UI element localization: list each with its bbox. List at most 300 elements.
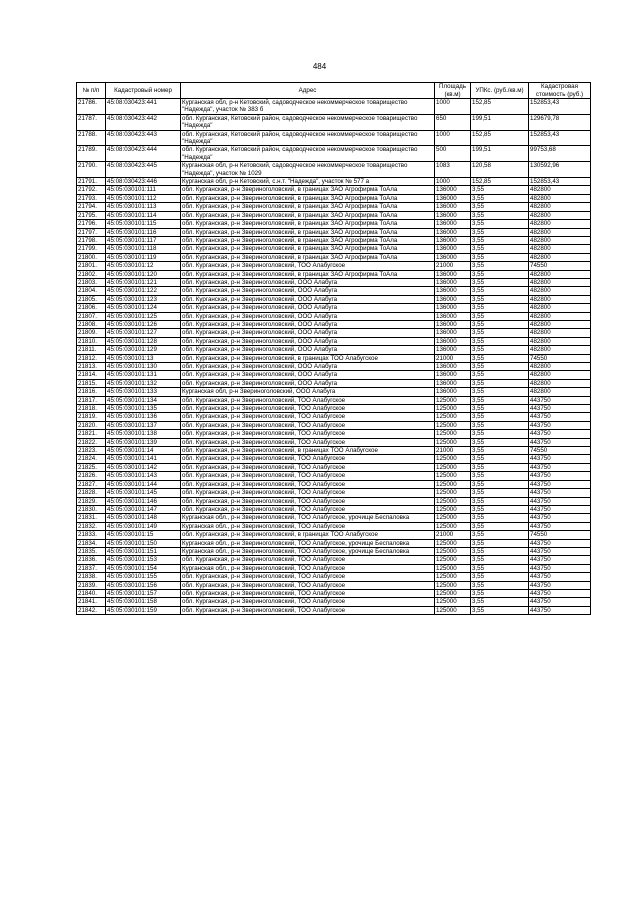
cell-cadastral-value: 443750 [529, 606, 591, 614]
cell-number: 21838. [77, 573, 106, 581]
table-row [77, 203, 591, 211]
cell-upks: 3,55 [471, 505, 529, 513]
cell-upks: 120,58 [471, 162, 529, 178]
cell-address: Курганская обл, р-н Кетовский, с.н.т. "Надежда", участок № 577 а [181, 178, 435, 186]
cell-cadastral-value: 482800 [529, 337, 591, 345]
table-row [77, 253, 591, 261]
cell-upks: 3,55 [471, 556, 529, 564]
cell-number: 21821. [77, 430, 106, 438]
cell-address: обл. Курганская, Кетовский район, садоводческое некоммерческое товарищество "Надежда" [181, 114, 435, 130]
cell-cadastral-number: 45:05:030101:148 [106, 514, 181, 522]
table-row [77, 573, 591, 581]
cell-cadastral-value: 482800 [529, 371, 591, 379]
cell-cadastral-number: 45:05:030101:120 [106, 270, 181, 278]
cell-area: 125000 [435, 455, 471, 463]
cell-area: 125000 [435, 489, 471, 497]
cell-cadastral-value: 443750 [529, 556, 591, 564]
cell-number: 21823. [77, 447, 106, 455]
cell-number: 21826. [77, 472, 106, 480]
cell-area: 136000 [435, 220, 471, 228]
cell-area: 125000 [435, 539, 471, 547]
cell-upks: 3,55 [471, 203, 529, 211]
cell-area: 136000 [435, 270, 471, 278]
cell-number: 21822. [77, 438, 106, 446]
cell-cadastral-number: 45:05:030101:156 [106, 581, 181, 589]
cell-upks: 3,55 [471, 194, 529, 202]
cell-number: 21817. [77, 396, 106, 404]
cell-cadastral-value: 74550 [529, 531, 591, 539]
cell-number: 21830. [77, 505, 106, 513]
cell-cadastral-value: 482800 [529, 295, 591, 303]
cell-cadastral-number: 45:05:030101:136 [106, 413, 181, 421]
table-row [77, 270, 591, 278]
table-row [77, 346, 591, 354]
table-row [77, 480, 591, 488]
cell-area: 125000 [435, 589, 471, 597]
cell-address: обл. Курганская, р-н Звериноголовский, ТОО Алабугское [181, 463, 435, 471]
cell-number: 21800. [77, 253, 106, 261]
cell-upks: 3,55 [471, 522, 529, 530]
table-row [77, 430, 591, 438]
cell-cadastral-number: 45:05:030101:119 [106, 253, 181, 261]
cell-address: обл. Курганская, р-н Звериноголовский, ТОО Алабугское [181, 421, 435, 429]
cell-number: 21816. [77, 388, 106, 396]
cell-number: 21841. [77, 598, 106, 606]
cell-cadastral-value: 443750 [529, 455, 591, 463]
cell-address: Курганская обл., р-н Звериноголовский, ТОО Алабугское, урочище Беспаловка [181, 539, 435, 547]
cell-number: 21839. [77, 581, 106, 589]
cell-area: 125000 [435, 573, 471, 581]
table-row [77, 329, 591, 337]
cell-number: 21803. [77, 278, 106, 286]
cell-area: 136000 [435, 312, 471, 320]
cell-number: 21807. [77, 312, 106, 320]
cell-area: 136000 [435, 236, 471, 244]
cell-cadastral-number: 45:05:030101:150 [106, 539, 181, 547]
cell-address: обл. Курганская, р-н Звериноголовский, ТОО Алабугское [181, 598, 435, 606]
table-row [77, 489, 591, 497]
cell-area: 125000 [435, 463, 471, 471]
table-row [77, 245, 591, 253]
cell-address: обл. Курганская, р-н Звериноголовский, ТОО Алабугское [181, 438, 435, 446]
cell-area: 125000 [435, 581, 471, 589]
table-row [77, 114, 591, 130]
cell-number: 21814. [77, 371, 106, 379]
cell-address: обл. Курганская, р-н Звериноголовский, в границах ЗАО Агрофирма ТоАла [181, 270, 435, 278]
cell-address: Курганская обл., р-н Звериноголовский, ТОО Алабугское, урочище Беспаловка [181, 547, 435, 555]
cell-cadastral-value: 482800 [529, 363, 591, 371]
cell-upks: 3,55 [471, 363, 529, 371]
cell-cadastral-value: 482800 [529, 203, 591, 211]
cell-area: 21000 [435, 262, 471, 270]
cell-address: обл. Курганская, р-н Звериноголовский, ООО Алабуга [181, 312, 435, 320]
cell-number: 21796. [77, 220, 106, 228]
table-row [77, 278, 591, 286]
cell-upks: 199,51 [471, 146, 529, 162]
cell-address: обл. Курганская, р-н Звериноголовский, ООО Алабуга [181, 329, 435, 337]
table-row [77, 421, 591, 429]
cell-cadastral-value: 482800 [529, 220, 591, 228]
cell-number: 21815. [77, 379, 106, 387]
cell-cadastral-number: 45:05:030101:13 [106, 354, 181, 362]
table-row [77, 162, 591, 178]
cell-cadastral-value: 99753,68 [529, 146, 591, 162]
cell-upks: 3,55 [471, 489, 529, 497]
cell-cadastral-number: 45:08:030423:442 [106, 114, 181, 130]
cell-cadastral-number: 45:05:030101:142 [106, 463, 181, 471]
cell-upks: 3,55 [471, 295, 529, 303]
cell-upks: 3,55 [471, 581, 529, 589]
cell-number: 21833. [77, 531, 106, 539]
cell-address: обл. Курганская, р-н Звериноголовский, в границах ТОО Алабугское [181, 531, 435, 539]
table-row [77, 556, 591, 564]
table-row [77, 337, 591, 345]
cell-address: обл. Курганская, р-н Звериноголовский, ООО Алабуга [181, 287, 435, 295]
cell-cadastral-value: 443750 [529, 589, 591, 597]
cell-area: 125000 [435, 556, 471, 564]
table-row [77, 211, 591, 219]
cell-upks: 3,55 [471, 228, 529, 236]
cell-address: обл. Курганская, р-н Звериноголовский, в границах ЗАО Агрофирма ТоАла [181, 211, 435, 219]
cell-cadastral-number: 45:05:030101:130 [106, 363, 181, 371]
cell-area: 125000 [435, 430, 471, 438]
cell-cadastral-number: 45:05:030101:126 [106, 320, 181, 328]
cell-address: обл. Курганская, р-н Звериноголовский, ТОО Алабугское [181, 573, 435, 581]
cell-cadastral-value: 443750 [529, 413, 591, 421]
cell-cadastral-number: 45:05:030101:15 [106, 531, 181, 539]
cell-number: 21789. [77, 146, 106, 162]
table-row [77, 312, 591, 320]
cell-cadastral-value: 152853,43 [529, 130, 591, 146]
cell-cadastral-number: 45:08:030423:445 [106, 162, 181, 178]
cell-area: 125000 [435, 514, 471, 522]
table-row [77, 287, 591, 295]
cell-area: 136000 [435, 295, 471, 303]
cell-area: 125000 [435, 438, 471, 446]
table-row [77, 220, 591, 228]
cadastral-table [76, 82, 591, 615]
cell-cadastral-value: 130592,96 [529, 162, 591, 178]
header-upks: УПКс. (руб./кв.м) [471, 83, 529, 99]
cell-area: 125000 [435, 522, 471, 530]
cell-cadastral-number: 45:05:030101:132 [106, 379, 181, 387]
cell-number: 21809. [77, 329, 106, 337]
cell-area: 136000 [435, 304, 471, 312]
cell-number: 21799. [77, 245, 106, 253]
cell-address: обл. Курганская, р-н Звериноголовский, в границах ТОО Алабугское [181, 354, 435, 362]
cell-cadastral-number: 45:05:030101:117 [106, 236, 181, 244]
table-row [77, 598, 591, 606]
table-row [77, 363, 591, 371]
cell-cadastral-number: 45:05:030101:159 [106, 606, 181, 614]
cell-cadastral-value: 482800 [529, 320, 591, 328]
cell-cadastral-value: 443750 [529, 472, 591, 480]
cell-upks: 3,55 [471, 421, 529, 429]
cell-number: 21795. [77, 211, 106, 219]
cell-cadastral-number: 45:05:030101:145 [106, 489, 181, 497]
cell-number: 21802. [77, 270, 106, 278]
cell-area: 136000 [435, 253, 471, 261]
cell-address: обл. Курганская, Кетовский район, садоводческое некоммерческое товарищество "Надежда" [181, 146, 435, 162]
cell-cadastral-number: 45:08:030423:446 [106, 178, 181, 186]
cell-upks: 3,55 [471, 430, 529, 438]
cell-area: 125000 [435, 405, 471, 413]
cell-cadastral-value: 443750 [529, 581, 591, 589]
cell-cadastral-number: 45:05:030101:138 [106, 430, 181, 438]
table-row [77, 447, 591, 455]
table-row [77, 472, 591, 480]
cell-number: 21806. [77, 304, 106, 312]
cell-area: 125000 [435, 547, 471, 555]
cell-address: обл. Курганская, р-н Звериноголовский, ТОО Алабугское [181, 606, 435, 614]
cell-upks: 3,55 [471, 354, 529, 362]
cell-area: 21000 [435, 447, 471, 455]
cell-cadastral-value: 443750 [529, 396, 591, 404]
cell-area: 1000 [435, 130, 471, 146]
cell-cadastral-number: 45:05:030101:139 [106, 438, 181, 446]
cell-area: 125000 [435, 396, 471, 404]
cell-area: 136000 [435, 194, 471, 202]
cell-cadastral-number: 45:05:030101:14 [106, 447, 181, 455]
cell-cadastral-number: 45:05:030101:153 [106, 556, 181, 564]
table-row [77, 295, 591, 303]
cell-address: Курганская обл, р-н Звериноголовский, ООО Алабуга [181, 388, 435, 396]
cell-area: 136000 [435, 228, 471, 236]
cell-cadastral-value: 443750 [529, 421, 591, 429]
cell-cadastral-number: 45:05:030101:146 [106, 497, 181, 505]
cell-number: 21824. [77, 455, 106, 463]
cell-address: обл. Курганская, р-н Звериноголовский, в границах ЗАО Агрофирма ТоАла [181, 220, 435, 228]
cell-upks: 3,55 [471, 472, 529, 480]
cell-address: Курганская обл., р-н Звериноголовский, ТОО Алабугское, урочище Беспаловка [181, 514, 435, 522]
table-row [77, 547, 591, 555]
cell-number: 21787. [77, 114, 106, 130]
cell-cadastral-value: 482800 [529, 346, 591, 354]
cell-cadastral-value: 482800 [529, 278, 591, 286]
cell-area: 136000 [435, 320, 471, 328]
cell-upks: 3,55 [471, 598, 529, 606]
cell-cadastral-number: 45:05:030101:129 [106, 346, 181, 354]
cell-upks: 3,55 [471, 186, 529, 194]
cell-cadastral-number: 45:05:030101:158 [106, 598, 181, 606]
cell-number: 21813. [77, 363, 106, 371]
cell-number: 21840. [77, 589, 106, 597]
cell-area: 125000 [435, 480, 471, 488]
table-row [77, 564, 591, 572]
table-row [77, 539, 591, 547]
cell-cadastral-value: 482800 [529, 270, 591, 278]
cell-upks: 152,85 [471, 178, 529, 186]
cell-cadastral-number: 45:05:030101:147 [106, 505, 181, 513]
cell-area: 125000 [435, 421, 471, 429]
cell-area: 125000 [435, 606, 471, 614]
table-row [77, 531, 591, 539]
table-row [77, 405, 591, 413]
table-row [77, 413, 591, 421]
cell-address: обл. Курганская, р-н Звериноголовский, ООО Алабуга [181, 379, 435, 387]
cell-address: обл. Курганская, р-н Звериноголовский, ООО Алабуга [181, 346, 435, 354]
cell-number: 21801. [77, 262, 106, 270]
table-row [77, 505, 591, 513]
cell-area: 21000 [435, 531, 471, 539]
cell-address: Курганская обл, р-н Кетовский, садоводческое некоммерческое товарищество "Надежда", участок № 1029 [181, 162, 435, 178]
cell-address: обл. Курганская, р-н Звериноголовский, ТОО Алабугское [181, 430, 435, 438]
cell-upks: 3,55 [471, 480, 529, 488]
cell-address: обл. Курганская, р-н Звериноголовский, ТОО Алабугское [181, 472, 435, 480]
cell-cadastral-value: 443750 [529, 505, 591, 513]
table-row [77, 262, 591, 270]
page-number: 484 [312, 62, 327, 71]
cell-area: 650 [435, 114, 471, 130]
cell-address: обл. Курганская, р-н Звериноголовский, в границах ЗАО Агрофирма ТоАла [181, 253, 435, 261]
cell-number: 21790. [77, 162, 106, 178]
cell-number: 21805. [77, 295, 106, 303]
cell-address: обл. Курганская, р-н Звериноголовский, ТОО Алабугское [181, 396, 435, 404]
cell-address: обл. Курганская, р-н Звериноголовский, ООО Алабуга [181, 320, 435, 328]
cell-cadastral-number: 45:05:030101:116 [106, 228, 181, 236]
table-header-row [77, 83, 591, 99]
cell-cadastral-value: 152853,43 [529, 178, 591, 186]
cell-address: обл. Курганская, Кетовский район, садоводческое некоммерческое товарищество "Надежда" [181, 130, 435, 146]
cell-cadastral-number: 45:05:030101:123 [106, 295, 181, 303]
cell-area: 125000 [435, 472, 471, 480]
cell-area: 21000 [435, 354, 471, 362]
cell-area: 136000 [435, 346, 471, 354]
cell-cadastral-number: 45:05:030101:125 [106, 312, 181, 320]
cell-address: обл. Курганская, р-н Звериноголовский, ТОО Алабугское [181, 589, 435, 597]
cell-number: 21794. [77, 203, 106, 211]
table-row [77, 438, 591, 446]
cell-area: 1000 [435, 178, 471, 186]
cell-cadastral-number: 45:05:030101:151 [106, 547, 181, 555]
cell-area: 136000 [435, 337, 471, 345]
table-row [77, 228, 591, 236]
cell-cadastral-number: 45:05:030101:112 [106, 194, 181, 202]
cell-area: 125000 [435, 413, 471, 421]
cell-cadastral-value: 74550 [529, 354, 591, 362]
cell-number: 21788. [77, 130, 106, 146]
cell-area: 125000 [435, 564, 471, 572]
cell-cadastral-value: 443750 [529, 463, 591, 471]
cell-number: 21832. [77, 522, 106, 530]
cell-number: 21793. [77, 194, 106, 202]
cell-upks: 3,55 [471, 346, 529, 354]
cell-area: 500 [435, 146, 471, 162]
header-area: Площадь (кв.м) [435, 83, 471, 99]
cell-cadastral-number: 45:05:030101:141 [106, 455, 181, 463]
cell-cadastral-value: 443750 [529, 480, 591, 488]
cell-cadastral-number: 45:05:030101:155 [106, 573, 181, 581]
cell-cadastral-value: 443750 [529, 564, 591, 572]
cell-area: 136000 [435, 329, 471, 337]
cell-upks: 3,55 [471, 396, 529, 404]
cell-upks: 3,55 [471, 413, 529, 421]
cell-number: 21820. [77, 421, 106, 429]
cell-address: обл. Курганская, р-н Звериноголовский, ТОО Алабугское [181, 455, 435, 463]
cell-address: обл. Курганская, р-н Звериноголовский, ООО Алабуга [181, 363, 435, 371]
cell-cadastral-number: 45:05:030101:137 [106, 421, 181, 429]
cell-address: обл. Курганская, р-н Звериноголовский, в границах ЗАО Агрофирма ТоАла [181, 228, 435, 236]
cell-cadastral-number: 45:05:030101:122 [106, 287, 181, 295]
cell-cadastral-value: 443750 [529, 497, 591, 505]
cell-address: обл. Курганская, р-н Звериноголовский, в границах ТОО Алабугское [181, 447, 435, 455]
table-row [77, 514, 591, 522]
table-row [77, 304, 591, 312]
cell-cadastral-number: 45:05:030101:12 [106, 262, 181, 270]
cell-number: 21828. [77, 489, 106, 497]
cell-area: 125000 [435, 505, 471, 513]
cell-cadastral-value: 482800 [529, 312, 591, 320]
cell-upks: 3,55 [471, 245, 529, 253]
table-row [77, 388, 591, 396]
cell-address: обл. Курганская, р-н Звериноголовский, в границах ЗАО Агрофирма ТоАла [181, 245, 435, 253]
cell-cadastral-number: 45:05:030101:113 [106, 203, 181, 211]
cell-address: обл. Курганская, р-н Звериноголовский, ООО Алабуга [181, 371, 435, 379]
cell-upks: 3,55 [471, 447, 529, 455]
cell-cadastral-value: 482800 [529, 287, 591, 295]
cell-address: Курганская обл., р-н Звериноголовский, ТОО Алабугское [181, 522, 435, 530]
table-row [77, 236, 591, 244]
cell-cadastral-value: 482800 [529, 186, 591, 194]
cell-cadastral-number: 45:05:030101:154 [106, 564, 181, 572]
cell-number: 21842. [77, 606, 106, 614]
table-row [77, 606, 591, 614]
cell-number: 21829. [77, 497, 106, 505]
cell-address: обл. Курганская, р-н Звериноголовский, ООО Алабуга [181, 304, 435, 312]
cell-upks: 3,55 [471, 564, 529, 572]
cell-upks: 152,85 [471, 130, 529, 146]
cell-cadastral-value: 482800 [529, 194, 591, 202]
cell-address: обл. Курганская, р-н Звериноголовский, ТОО Алабугское [181, 497, 435, 505]
cell-cadastral-value: 443750 [529, 522, 591, 530]
cell-cadastral-number: 45:05:030101:135 [106, 405, 181, 413]
cell-address: обл. Курганская, р-н Звериноголовский, в границах ЗАО Агрофирма ТоАла [181, 186, 435, 194]
cell-upks: 3,55 [471, 463, 529, 471]
cell-number: 21837. [77, 564, 106, 572]
cell-upks: 3,55 [471, 514, 529, 522]
header-cadastral-number: Кадастровый номер [106, 83, 181, 99]
cell-cadastral-number: 45:05:030101:131 [106, 371, 181, 379]
cell-area: 1000 [435, 99, 471, 115]
cell-cadastral-value: 482800 [529, 211, 591, 219]
cell-area: 136000 [435, 186, 471, 194]
cell-cadastral-value: 482800 [529, 228, 591, 236]
cell-address: обл. Курганская, р-н Звериноголовский, ТОО Алабугское [181, 556, 435, 564]
cell-address: Курганская обл, р-н Кетовский, садоводческое некоммерческое товарищество "Надежда", участок № 383 б [181, 99, 435, 115]
cell-cadastral-number: 45:08:030423:444 [106, 146, 181, 162]
cell-number: 21792. [77, 186, 106, 194]
header-cadastral-value: Кадастровая стоимость (руб.) [529, 83, 591, 99]
cell-area: 125000 [435, 598, 471, 606]
cell-upks: 3,55 [471, 573, 529, 581]
cell-address: обл. Курганская, р-н Звериноголовский, ТОО Алабугское [181, 489, 435, 497]
cell-cadastral-value: 443750 [529, 514, 591, 522]
cell-number: 21811. [77, 346, 106, 354]
cell-cadastral-value: 443750 [529, 573, 591, 581]
cell-number: 21819. [77, 413, 106, 421]
cell-cadastral-number: 45:05:030101:149 [106, 522, 181, 530]
cell-upks: 3,55 [471, 455, 529, 463]
cell-address: обл. Курганская, р-н Звериноголовский, ООО Алабуга [181, 337, 435, 345]
cell-cadastral-value: 443750 [529, 489, 591, 497]
cell-area: 136000 [435, 211, 471, 219]
cell-number: 21818. [77, 405, 106, 413]
table-row [77, 146, 591, 162]
cell-number: 21831. [77, 514, 106, 522]
header-number: № п/п [77, 83, 106, 99]
cell-address: обл. Курганская, р-н Звериноголовский, ТОО Алабугское [181, 505, 435, 513]
cell-number: 21812. [77, 354, 106, 362]
